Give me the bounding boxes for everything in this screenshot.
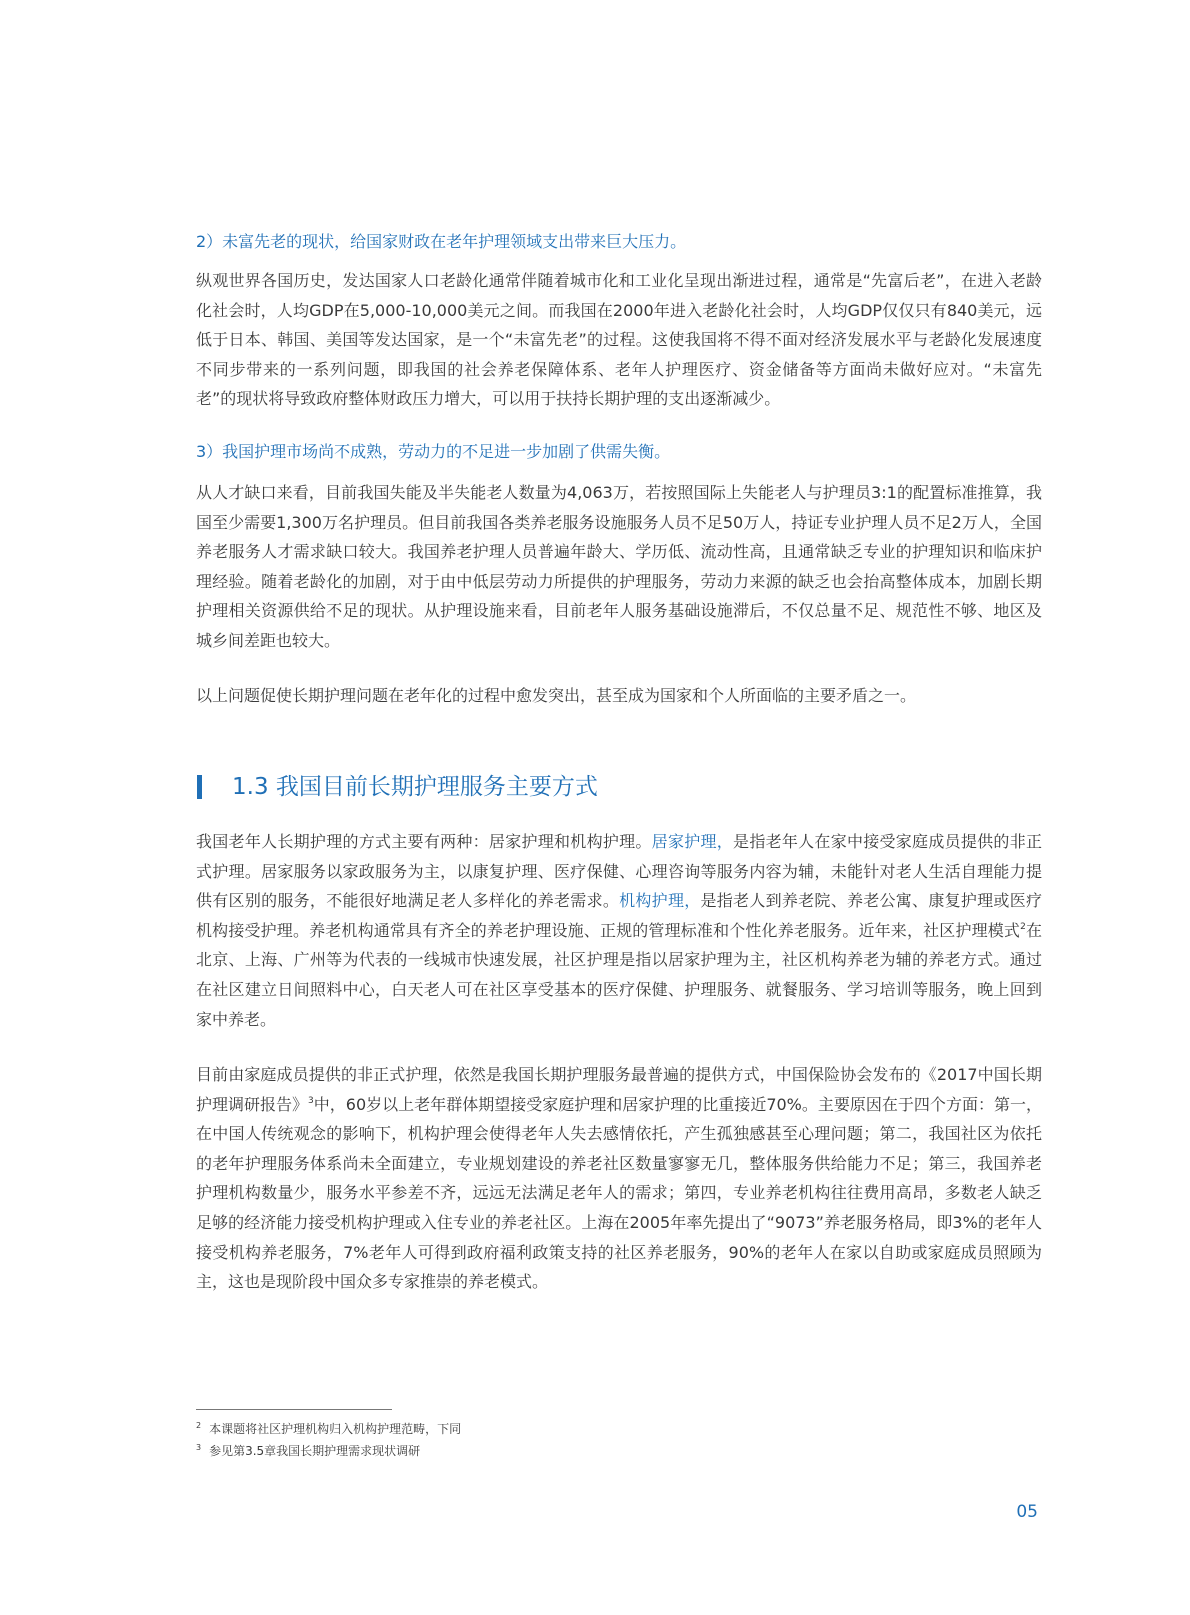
subheading-3: 3）我国护理市场尚不成熟，劳动力的不足进一步加剧了供需失衡。 (196, 442, 671, 461)
footnote-3 (196, 1438, 420, 1461)
footnote-divider (196, 1409, 392, 1410)
paragraph-labor-shortage: 从人才缺口来看，目前我国失能及半失能老人数量为4,063万，若按照国际上失能老人与护理员3:1的配置标准推算，我国至少需要1,300万名护理员。但目前我国各类养老服务设施服务人员不足50万人，持证专业护理人员不足2万人，全国养老服务人才需求缺口较大。我国养老护理人员普遍年龄大、学历低、流动性高，且通常缺乏专业的护理知识和临床护理经验。随着老龄化的加剧，对于由中低层劳动力所提供的护理服务，劳动力来源的缺乏也会抬高整体成本，加剧长期护理相关资源供给不足的现状。从护理设施来看，目前老年人服务基础设施滞后，不仅总量不足、规范性不够、地区及城乡间差距也较大。 (196, 483, 1042, 650)
footnote-mark: 3 (196, 1443, 202, 1452)
paragraph-aging-before-rich: 纵观世界各国历史，发达国家人口老龄化通常伴随着城市化和工业化呈现出渐进过程，通常是“先富后老”，在进入老龄化社会时，人均GDP在5,000-10,000美元之间。而我国在2000年进入老龄化社会时，人均GDP仅仅只有840美元，远低于日本、韩国、美国等发达国家，是一个“未富先老”的过程。这使我国将不得不面对经济发展水平与老龄化发展速度不同步带来的一系列问题，即我国的社会养老保障体系、老年人护理医疗、资金储备等方面尚未做好应对。“未富先老”的现状将导致政府整体财政压力增大，可以用于扶持长期护理的支出逐渐减少。 (196, 271, 1042, 409)
highlight-institutional-care: 机构护理， (619, 891, 701, 911)
paragraph-informal-care (196, 1060, 1042, 1297)
paragraph-summary: 以上问题促使长期护理问题在老年化的过程中愈发突出，甚至成为国家和个人所面临的主要矛盾之一。 (196, 686, 917, 705)
section-accent-bar (197, 775, 202, 799)
text-run: 目前由家庭成员提供的非正式护理，依然是我国长期护理服务最普遍的提供方式，中国保险协会发布的《2017中国长期护理调研报告》 (196, 1065, 1042, 1114)
footnote-ref-2[interactable]: 2 (1020, 921, 1026, 932)
text-run: 是指老人到养老院、养老公寓、康复护理或医疗机构接受护理。养老机构通常具有齐全的养老护理设施、正规的管理标准和个性化养老服务。近年来，社区护理模式 (196, 891, 1042, 940)
footnote-ref-3[interactable]: 3 (308, 1095, 314, 1106)
text-run: 在北京、上海、广州等为代表的一线城市快速发展，社区护理是指以居家护理为主，社区机构养老为辅的养老方式。通过在社区建立日间照料中心，白天老人可在社区享受基本的医疗保健、护理服务、就餐服务、学习培训等服务，晚上回到家中养老。 (196, 920, 1042, 1029)
paragraph-care-modes (196, 827, 1042, 1034)
text-run: 中，60岁以上老年群体期望接受家庭护理和居家护理的比重接近70%。主要原因在于四个方面：第一，在中国人传统观念的影响下，机构护理会使得老年人失去感情依托，产生孤独感甚至心理问题；第二，我国社区为依托的老年护理服务体系尚未全面建立，专业规划建设的养老社区数量寥寥无几，整体服务供给能力不足；第三，我国养老护理机构数量少，服务水平参差不齐，远远无法满足老年人的需求；第四，专业养老机构往往费用高昂，多数老人缺乏足够的经济能力接受机构护理或入住专业的养老社区。上海在2005年率先提出了“9073”养老服务格局，即3%的老年人接受机构养老服务，7%老年人可得到政府福利政策支持的社区养老服务，90%的老年人在家以自助或家庭成员照顾为主，这也是现阶段中国众多专家推崇的养老模式。 (196, 1094, 1042, 1292)
subheading-2: 2）未富先老的现状，给国家财政在老年护理领域支出带来巨大压力。 (196, 232, 687, 251)
footnote-text: 本课题将社区护理机构归入机构护理范畴，下同 (209, 1422, 462, 1436)
footnote-2 (196, 1416, 461, 1439)
text-run: 是指老年人在家中接受家庭成员提供的非正式护理。居家服务以家政服务为主，以康复护理、医疗保健、心理咨询等服务内容为辅，未能针对老人生活自理能力提供有区别的服务，不能很好地满足老人多样化的养老需求。 (196, 832, 1042, 911)
section-title: 1.3 我国目前长期护理服务主要方式 (232, 774, 598, 800)
highlight-home-care: 居家护理， (651, 832, 734, 851)
text-run: 我国老年人长期护理的方式主要有两种：居家护理和机构护理。 (196, 832, 652, 851)
footnote-text: 参见第3.5章我国长期护理需求现状调研 (209, 1444, 421, 1458)
footnote-mark: 2 (196, 1421, 202, 1430)
page-number: 05 (1016, 1502, 1038, 1522)
